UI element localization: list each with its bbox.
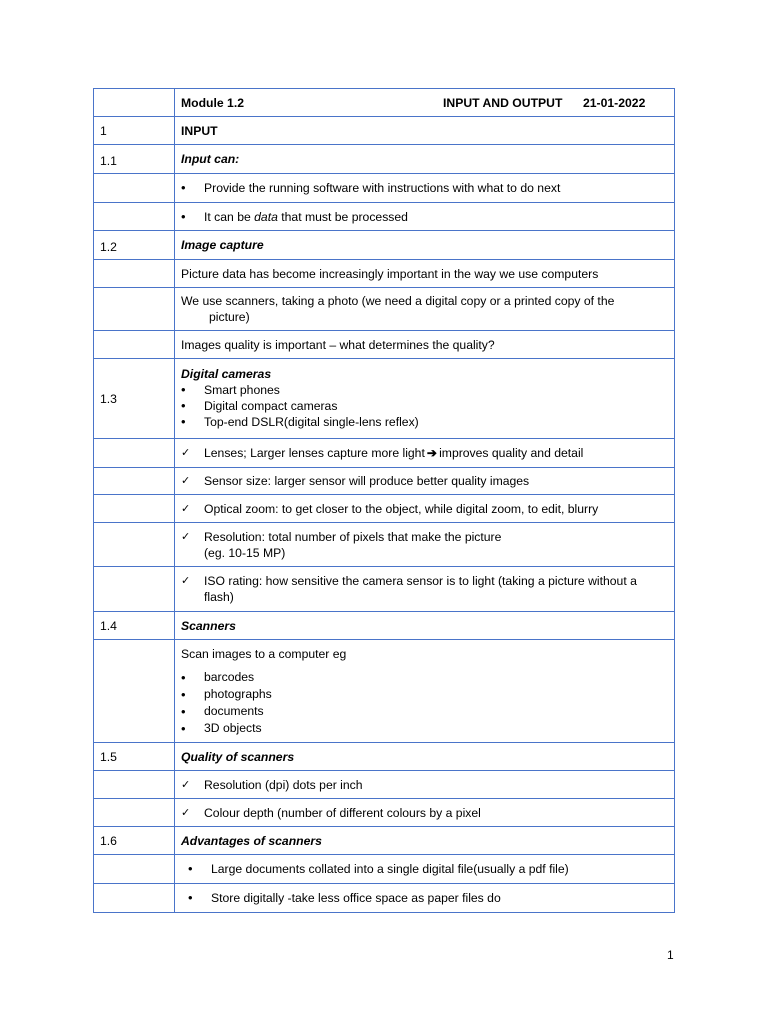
content-cell: [175, 567, 675, 612]
content-cell: [175, 771, 675, 799]
content-cell: [175, 884, 675, 913]
header-cell: [175, 89, 675, 117]
content-row: [94, 799, 675, 827]
content-cell: [175, 523, 675, 567]
bullet-icon: •: [181, 208, 186, 224]
content-cell: [175, 439, 675, 468]
content-row: [94, 495, 675, 523]
content-row: [94, 174, 675, 203]
bullet-icon: •: [181, 704, 186, 719]
list-item: • photographs: [181, 687, 272, 702]
check-icon: ✓: [181, 502, 191, 515]
content-row: [94, 567, 675, 612]
list-item: ✓ Resolution: total number of pixels that make the picture (eg. 10-15 MP): [181, 529, 502, 560]
content-row: [94, 884, 675, 913]
bullet-icon: •: [181, 382, 186, 397]
section-row-1-6: [94, 827, 675, 855]
content-cell: [175, 640, 675, 743]
check-icon: ✓: [181, 806, 191, 819]
section-row-1-5: [94, 743, 675, 771]
section-row-1-4: [94, 612, 675, 640]
content-cell: [175, 799, 675, 827]
list-item: ✓ Resolution (dpi) dots per inch: [181, 777, 363, 792]
section-row-1-3: [94, 359, 675, 439]
bullet-icon: •: [188, 861, 193, 876]
check-icon: ✓: [181, 475, 191, 487]
content-text: Picture data has become increasingly important in the way we use computers: [175, 260, 675, 288]
header-num-cell: [94, 89, 175, 117]
bullet-icon: •: [181, 414, 186, 429]
list-item: • Large documents collated into a single digital file(usually a pdf file): [188, 861, 569, 876]
content-cell: [175, 495, 675, 523]
section-number: 1.1: [94, 145, 175, 174]
section-number: 1.3: [94, 359, 175, 439]
content-row: [94, 203, 675, 231]
section-number: 1.2: [94, 231, 175, 260]
content-row: [94, 855, 675, 884]
list-item: • Digital compact cameras: [181, 398, 338, 413]
doc-title: INPUT AND OUTPUT: [443, 95, 563, 110]
list-item: ✓ Lenses; Larger lenses capture more light ➔ improves quality and detail: [181, 446, 584, 460]
content-cell: [175, 174, 675, 203]
bullet-icon: •: [188, 890, 193, 905]
section-number: 1.5: [94, 743, 175, 771]
content-cell: [175, 468, 675, 495]
bullet-icon: •: [181, 687, 186, 702]
content-cell: [175, 855, 675, 884]
list-item: ✓ Colour depth (number of different colours by a pixel: [181, 805, 481, 820]
doc-date: 21-01-2022: [583, 95, 646, 110]
list-item: ✓ Sensor size: larger sensor will produce better quality images: [181, 474, 530, 488]
content-row: [94, 288, 675, 331]
module-label: Module 1.2: [181, 95, 244, 110]
header-row: [94, 89, 675, 117]
list-item: • It can be data that must be processed: [181, 208, 408, 224]
content-row: [94, 640, 675, 743]
list-item: • barcodes: [181, 670, 255, 685]
section-title: Input can:: [175, 145, 675, 174]
list-item: • Store digitally -take less office space as paper files do: [188, 890, 501, 905]
list-item: • documents: [181, 704, 264, 719]
content-row: [94, 771, 675, 799]
list-item: • Smart phones: [181, 382, 280, 397]
check-icon: ✓: [181, 778, 191, 791]
content-cell: [175, 203, 675, 231]
section-title: Scanners: [175, 612, 675, 640]
list-item: ✓ ISO rating: how sensitive the camera sensor is to light (taking a picture without a flash): [181, 574, 637, 604]
check-icon: ✓: [181, 575, 191, 587]
check-icon: ✓: [181, 530, 191, 543]
content-row: [94, 260, 675, 288]
check-icon: ✓: [181, 447, 191, 459]
list-item: • Provide the running software with instructions with what to do next: [181, 180, 561, 195]
section-title: Image capture: [175, 231, 675, 260]
content-text: Scan images to a computer eg: [181, 647, 347, 661]
section-title: INPUT: [175, 117, 675, 145]
bullet-icon: •: [181, 180, 186, 195]
page-number: 1: [667, 948, 674, 962]
section-number: 1.4: [94, 612, 175, 640]
notes-table: [93, 88, 675, 913]
right-arrow-icon: ➔: [426, 446, 438, 460]
section-number: 1: [94, 117, 175, 145]
content-cell: We use scanners, taking a photo (we need a digital copy or a printed copy of the picture): [175, 288, 675, 331]
bullet-icon: •: [181, 670, 186, 685]
section-row-1-1: [94, 145, 675, 174]
section-title: Quality of scanners: [175, 743, 675, 771]
bullet-icon: •: [181, 721, 186, 736]
content-row: [94, 523, 675, 567]
list-item: ✓ Optical zoom: to get closer to the object, while digital zoom, to edit, blurry: [181, 501, 599, 516]
section-title: Digital cameras: [181, 367, 272, 381]
content-row: [94, 468, 675, 495]
list-item: • Top-end DSLR(digital single-lens reflex): [181, 414, 419, 429]
bullet-icon: •: [181, 398, 186, 413]
section-row-1: [94, 117, 675, 145]
list-item: • 3D objects: [181, 721, 262, 736]
content-text: Images quality is important – what determines the quality?: [175, 331, 675, 359]
content-row: [94, 439, 675, 468]
section-title: Advantages of scanners: [175, 827, 675, 855]
content-row: [94, 331, 675, 359]
section-number: 1.6: [94, 827, 175, 855]
section-row-1-2: [94, 231, 675, 260]
content-cell: [175, 359, 675, 439]
